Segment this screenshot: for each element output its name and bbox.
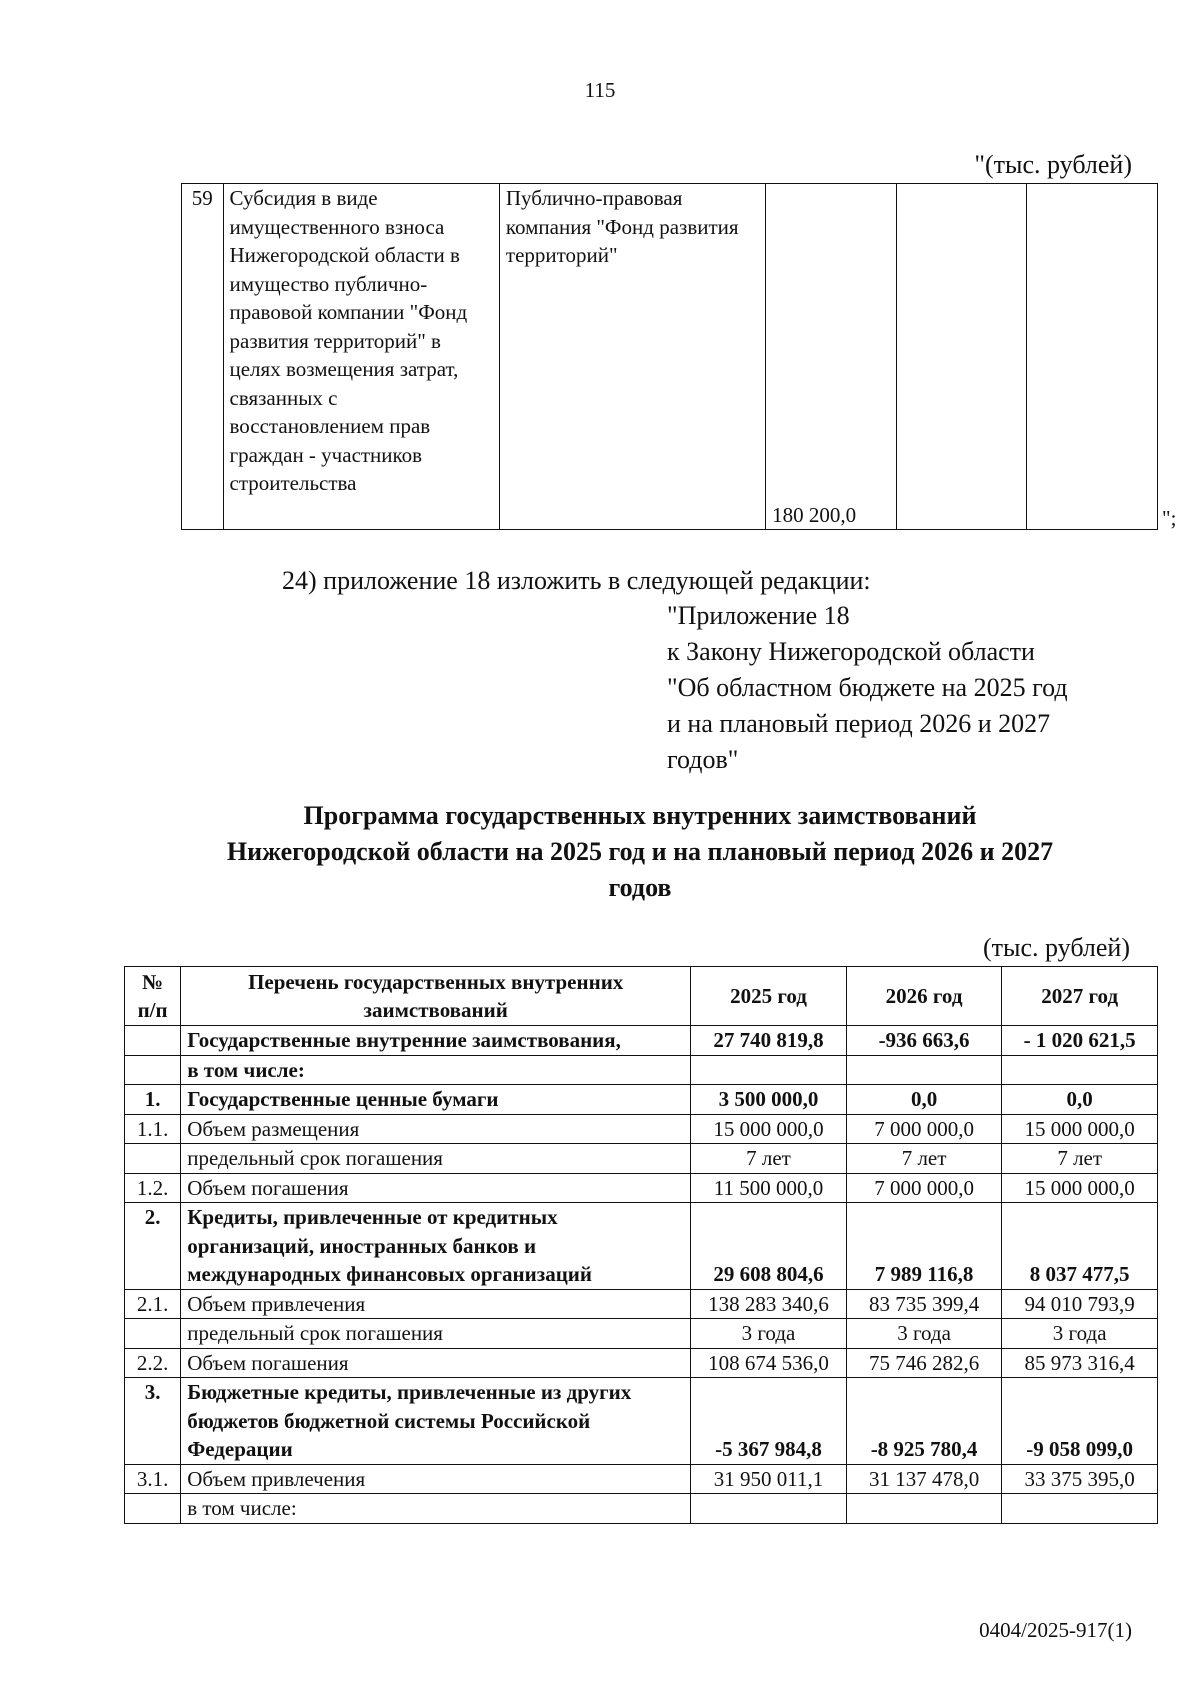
row-name: Объем привлечения [181, 1464, 691, 1494]
value-2026: 7 лет [846, 1144, 1002, 1174]
title-line: Нижегородской области на 2025 год и на плановый период 2026 и 2027 [226, 837, 1054, 866]
value-2027: 85 973 316,4 [1002, 1348, 1158, 1378]
value-2027 [1002, 1494, 1158, 1524]
annex-line: "Об областном бюджете на 2025 год [667, 673, 1068, 702]
header-2025: 2025 год [691, 967, 847, 1026]
row-name: Объем привлечения [181, 1289, 691, 1319]
value-2027 [1002, 1055, 1158, 1085]
value-2027: 33 375 395,0 [1002, 1464, 1158, 1494]
value-2026: 3 года [846, 1319, 1002, 1349]
row-number: 1.1. [125, 1114, 181, 1144]
row-number: 2.2. [125, 1348, 181, 1378]
row-number: 59 [182, 184, 224, 530]
value-2026: -936 663,6 [846, 1026, 1002, 1056]
table-row [125, 1026, 1158, 1056]
value-2025: 27 740 819,8 [691, 1026, 847, 1056]
title-line: годов [608, 873, 672, 902]
row-number: 3. [125, 1378, 181, 1465]
value-2025: 3 года [691, 1319, 847, 1349]
row-name: предельный срок погашения [181, 1144, 691, 1174]
closing-quote: "; [1162, 506, 1177, 530]
row-name: Государственные ценные бумаги [181, 1085, 691, 1115]
row-number [125, 1026, 181, 1056]
row-number [125, 1055, 181, 1085]
row-number [125, 1319, 181, 1349]
value-2026: 31 137 478,0 [846, 1464, 1002, 1494]
annex-line: "Приложение 18 [667, 601, 850, 630]
value-2027: - 1 020 621,5 [1002, 1026, 1158, 1056]
row-name: Объем погашения [181, 1348, 691, 1378]
table-row [125, 1348, 1158, 1378]
value-2025: 15 000 000,0 [691, 1114, 847, 1144]
value-2026: 83 735 399,4 [846, 1289, 1002, 1319]
value-2026: -8 925 780,4 [846, 1378, 1002, 1465]
value-2027: 15 000 000,0 [1002, 1114, 1158, 1144]
row-name: Объем размещения [181, 1114, 691, 1144]
table-row [125, 1289, 1158, 1319]
table-row [125, 1494, 1158, 1524]
title-line: Программа государственных внутренних заимствований [303, 801, 977, 830]
row-number: 2.1. [125, 1289, 181, 1319]
table-row [125, 1173, 1158, 1203]
value-2025: 108 674 536,0 [691, 1348, 847, 1378]
value-2027: 8 037 477,5 [1002, 1203, 1158, 1290]
units-label: (тыс. рублей) [982, 933, 1130, 962]
table-row [125, 1085, 1158, 1115]
borrowing-program-table [124, 966, 1158, 1524]
header-2027: 2027 год [1002, 967, 1158, 1026]
header-name: Перечень государственных внутренних заимствований [181, 967, 691, 1026]
row-number: 1.2. [125, 1173, 181, 1203]
program-title [150, 798, 1130, 906]
value-2025: 3 500 000,0 [691, 1085, 847, 1115]
value-2026 [846, 1494, 1002, 1524]
table-row [125, 1378, 1158, 1465]
value-2026 [846, 1055, 1002, 1085]
value-2025 [691, 1494, 847, 1524]
subsidy-amount: 180 200,0 [766, 184, 897, 530]
value-2027: 94 010 793,9 [1002, 1289, 1158, 1319]
row-name: предельный срок погашения [181, 1319, 691, 1349]
subsidy-name: Субсидия в виде имущественного взноса Нижегородской области в имущество публично-правовой компании "Фонд развития территорий" в целях возмещения затрат, связанных с восстановлением прав граждан - участников строительства [223, 184, 499, 530]
row-number [125, 1144, 181, 1174]
page-number: 115 [584, 78, 616, 102]
value-2026: 0,0 [846, 1085, 1002, 1115]
value-2026: 7 000 000,0 [846, 1114, 1002, 1144]
value-2027: 0,0 [1002, 1085, 1158, 1115]
annex-line: годов" [667, 745, 739, 774]
row-number [125, 1494, 181, 1524]
annex-line: и на плановый период 2026 и 2027 [667, 709, 1051, 738]
table-row [182, 184, 1158, 530]
header-num: № п/п [125, 967, 181, 1026]
table-row [125, 1464, 1158, 1494]
header-2026: 2026 год [846, 967, 1002, 1026]
row-name: в том числе: [181, 1494, 691, 1524]
value-2025: 7 лет [691, 1144, 847, 1174]
empty-cell [896, 184, 1027, 530]
value-2027: 3 года [1002, 1319, 1158, 1349]
table-header-row [125, 967, 1158, 1026]
table-body [125, 1026, 1158, 1524]
table-row [125, 1055, 1158, 1085]
row-name: Государственные внутренние заимствования, [181, 1026, 691, 1056]
value-2025: 29 608 804,6 [691, 1203, 847, 1290]
row-name: Кредиты, привлеченные от кредитных организаций, иностранных банков и международных финансовых организаций [181, 1203, 691, 1290]
value-2025: 138 283 340,6 [691, 1289, 847, 1319]
row-name: в том числе: [181, 1055, 691, 1085]
empty-cell [1027, 184, 1158, 530]
value-2026: 75 746 282,6 [846, 1348, 1002, 1378]
row-number: 2. [125, 1203, 181, 1290]
value-2026: 7 989 116,8 [846, 1203, 1002, 1290]
value-2027: -9 058 099,0 [1002, 1378, 1158, 1465]
units-label-top: "(тыс. рублей) [974, 150, 1132, 179]
value-2027: 15 000 000,0 [1002, 1173, 1158, 1203]
value-2025: -5 367 984,8 [691, 1378, 847, 1465]
value-2025: 11 500 000,0 [691, 1173, 847, 1203]
table-row [125, 1144, 1158, 1174]
row-number: 3.1. [125, 1464, 181, 1494]
recipient-name: Публично-правовая компания "Фонд развития территорий" [499, 184, 765, 530]
subsidy-table [181, 183, 1158, 530]
row-number: 1. [125, 1085, 181, 1115]
table-row [125, 1319, 1158, 1349]
annex-header [667, 598, 1117, 778]
table-row [125, 1203, 1158, 1290]
row-name: Объем погашения [181, 1173, 691, 1203]
document-code: 0404/2025-917(1) [979, 1618, 1132, 1642]
row-name: Бюджетные кредиты, привлеченные из других бюджетов бюджетной системы Российской Федерации [181, 1378, 691, 1465]
value-2026: 7 000 000,0 [846, 1173, 1002, 1203]
annex-line: к Закону Нижегородской области [667, 637, 1035, 666]
value-2027: 7 лет [1002, 1144, 1158, 1174]
value-2025: 31 950 011,1 [691, 1464, 847, 1494]
amendment-text: 24) приложение 18 изложить в следующей редакции: [282, 566, 871, 595]
table-row [125, 1114, 1158, 1144]
value-2025 [691, 1055, 847, 1085]
